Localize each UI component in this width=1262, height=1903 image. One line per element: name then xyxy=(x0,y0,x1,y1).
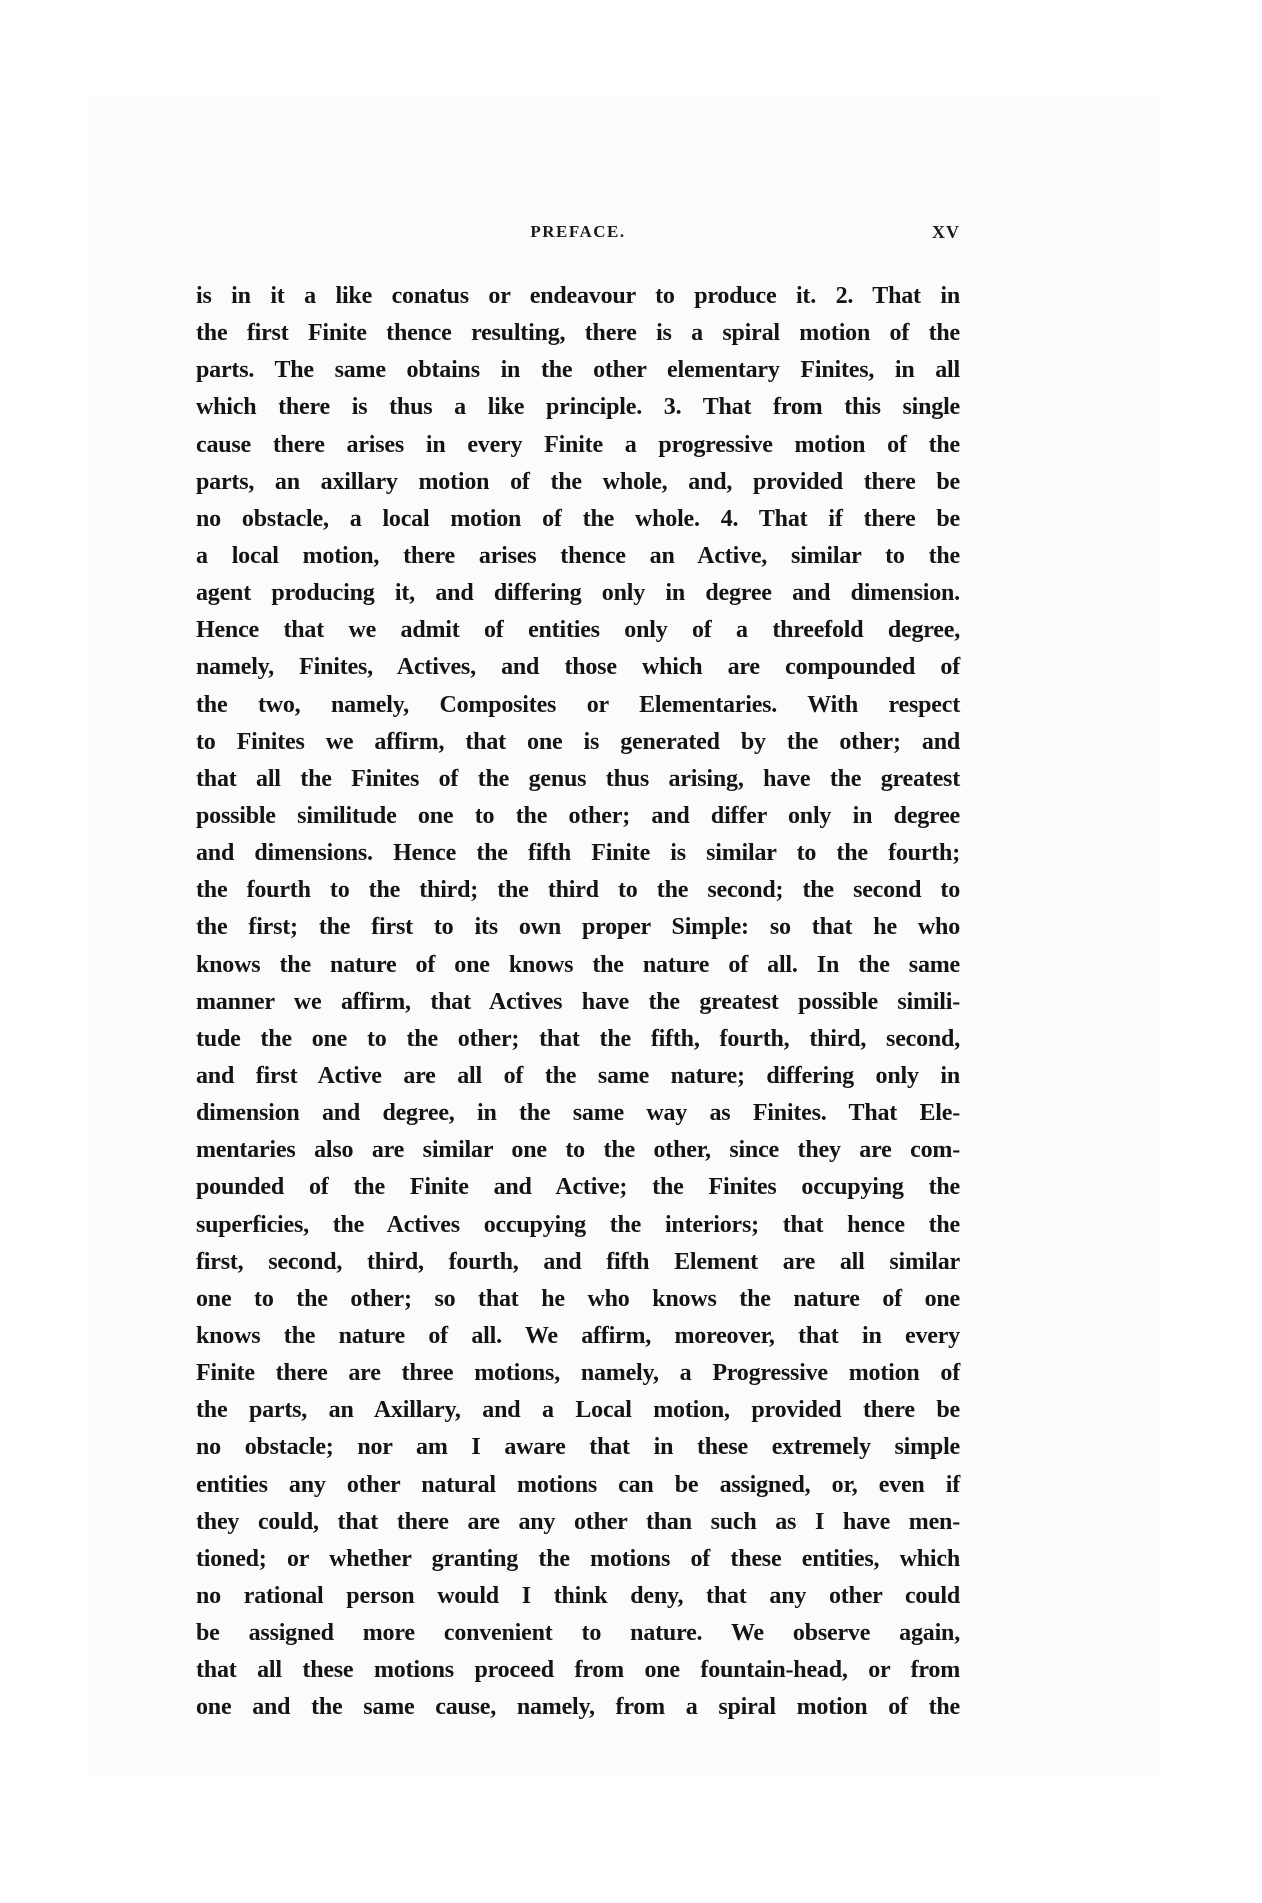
text-line: pounded of the Finite and Active; the Finites occupying the xyxy=(196,1174,960,1201)
text-line: mentaries also are similar one to the other, since they are com- xyxy=(196,1137,960,1164)
text-line: superficies, the Actives occupying the interiors; that hence the xyxy=(196,1211,960,1238)
text-line: be assigned more convenient to nature. We observe again, xyxy=(196,1620,960,1647)
text-line: the fourth to the third; the third to the second; the second to xyxy=(196,877,960,904)
text-line: knows the nature of one knows the nature of all. In the same xyxy=(196,951,960,978)
text-line: parts, an axillary motion of the whole, and, provided there be xyxy=(196,468,960,495)
text-line: agent producing it, and differing only in degree and dimension. xyxy=(196,580,960,607)
text-line: no obstacle, a local motion of the whole. 4. That if there be xyxy=(196,505,960,532)
text-line: tude the one to the other; that the fifth, fourth, third, second, xyxy=(196,1025,960,1052)
body-text xyxy=(196,278,960,1726)
text-line: and first Active are all of the same nature; differing only in xyxy=(196,1062,960,1089)
text-line: Finite there are three motions, namely, a Progressive motion of xyxy=(196,1360,960,1387)
page-header xyxy=(196,222,960,252)
text-line: to Finites we affirm, that one is generated by the other; and xyxy=(196,728,960,755)
text-line: one to the other; so that he who knows the nature of one xyxy=(196,1285,960,1312)
text-line: the first; the first to its own proper Simple: so that he who xyxy=(196,914,960,941)
text-line: and dimensions. Hence the fifth Finite is similar to the fourth; xyxy=(196,840,960,867)
text-line: is in it a like conatus or endeavour to produce it. 2. That in xyxy=(196,283,960,309)
text-line: first, second, third, fourth, and fifth Element are all similar xyxy=(196,1248,960,1275)
text-line: no obstacle; nor am I aware that in these extremely simple xyxy=(196,1434,960,1461)
text-line: namely, Finites, Actives, and those which are compounded of xyxy=(196,654,960,681)
text-line: no rational person would I think deny, that any other could xyxy=(196,1582,960,1609)
text-line: parts. The same obtains in the other elementary Finites, in all xyxy=(196,357,960,384)
page-number: XV xyxy=(932,222,960,242)
text-line: tioned; or whether granting the motions of these entities, which xyxy=(196,1545,960,1572)
text-line: a local motion, there arises thence an Active, similar to the xyxy=(196,542,960,569)
text-line: knows the nature of all. We affirm, moreover, that in every xyxy=(196,1322,960,1349)
text-line: Hence that we admit of entities only of a threefold degree, xyxy=(196,617,960,644)
text-line: the parts, an Axillary, and a Local motion, provided there be xyxy=(196,1397,960,1424)
text-line: the first Finite thence resulting, there is a spiral motion of the xyxy=(196,320,960,347)
text-line: possible similitude one to the other; and differ only in degree xyxy=(196,802,960,829)
text-line: manner we affirm, that Actives have the greatest possible simili- xyxy=(196,988,960,1015)
text-line: that all the Finites of the genus thus arising, have the greatest xyxy=(196,765,960,792)
text-line: they could, that there are any other than such as I have men- xyxy=(196,1508,960,1535)
text-line: one and the same cause, namely, from a spiral motion of the xyxy=(196,1694,960,1721)
running-head: PREFACE. xyxy=(530,222,626,241)
text-line: cause there arises in every Finite a progressive motion of the xyxy=(196,431,960,458)
text-line: dimension and degree, in the same way as Finites. That Ele- xyxy=(196,1100,960,1127)
text-line: entities any other natural motions can be assigned, or, even if xyxy=(196,1471,960,1498)
text-line: the two, namely, Composites or Elementaries. With respect xyxy=(196,691,960,718)
text-line: that all these motions proceed from one fountain-head, or from xyxy=(196,1657,960,1684)
text-line: which there is thus a like principle. 3. That from this single xyxy=(196,394,960,421)
